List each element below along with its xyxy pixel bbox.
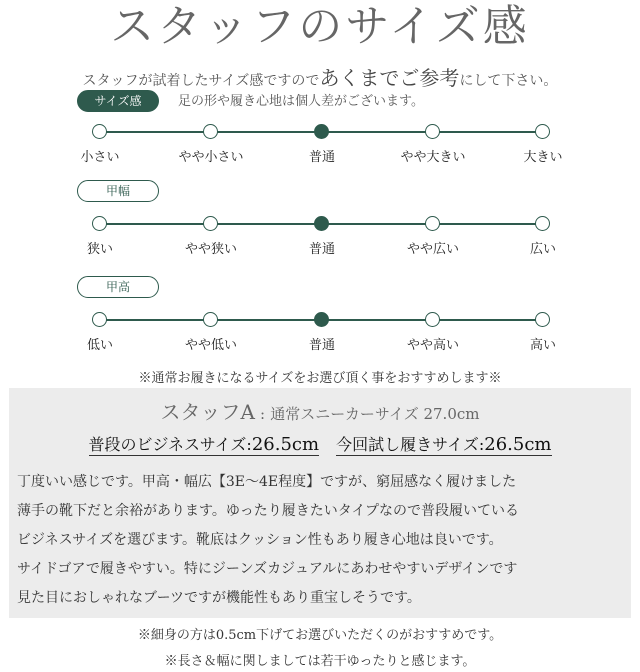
business-size [89,435,320,456]
scale-dot [535,312,550,327]
staff-name: スタッフA [160,400,255,424]
footnote: ※細身の方は0.5cm下げてお選びいただくのがおすすめです。 [137,628,503,643]
comment-line: サイドゴアで履きやすい。特にジーンズカジュアルにあわせやすいデザインです [17,561,518,577]
comment-line: 薄手の靴下だと余裕があります。ゆったり履きたいタイプなので普段履いている [17,503,520,519]
scale-label: 低い [86,338,114,353]
scale-label: 広い [529,242,557,257]
footnote: ※長さ＆幅に関しましては若干ゆったりと感じます。 [164,654,476,669]
trial-size-value: 26.5cm [484,434,552,455]
scale-instep-width [0,216,640,266]
business-size-value: 26.5cm [251,434,320,455]
scale-label: やや高い [406,338,460,353]
scale-label: やや大きい [400,150,466,165]
scale-label: 普通 [308,242,336,257]
scale-dot [425,312,440,327]
staff-header [9,396,631,425]
scale-label: 小さい [80,150,120,165]
scale-dot [92,312,107,327]
scale-dot [425,216,440,231]
staff-comment [17,468,629,613]
trial-size [336,435,551,456]
staff-separator: : [260,405,266,423]
scale-dot [535,124,550,139]
business-size-label: 普段のビジネスサイズ: [88,435,252,454]
scale-dot [92,216,107,231]
scale-label: 大きい [523,150,563,165]
comment-line: ビジネスサイズを選びます。靴底はクッション性もあり履き心地は良いです。 [17,532,503,548]
scale-label: やや小さい [178,150,244,165]
usual-sneaker-size: 通常スニーカーサイズ 27.0cm [270,405,480,423]
scale-label: 狭い [86,242,114,257]
scale-instep-height [0,312,640,362]
intro-after: にして下さい。 [459,73,558,89]
scale-dot-selected [314,312,329,327]
trial-size-label: 今回試し履きサイズ: [336,435,485,454]
scale-dot [535,216,550,231]
recommend-note: ※通常お履きになるサイズをお選び頂く事をおすすめします※ [138,371,502,386]
scale-dot-selected [314,124,329,139]
scale-label: 高い [529,338,557,353]
scale-dot [425,124,440,139]
comment-line: 丁度いい感じです。甲高・幅広【3E～4E程度】ですが、窮屈感なく履けました [17,474,517,490]
intro-before: スタッフが試着したサイズ感ですので [82,73,320,89]
badge-size-feel: サイズ感 [77,90,159,112]
scale-label: 普通 [308,338,336,353]
scale-label: やや狭い [184,242,238,257]
intro-emphasis: あくまでご参考 [319,66,460,90]
scale-label: やや広い [406,242,460,257]
scale-dot [203,216,218,231]
scale-size-feel [0,124,640,174]
scale-dot [203,124,218,139]
scale-label: やや低い [184,338,238,353]
badge-instep-width: 甲幅 [77,180,159,202]
scale-dot [92,124,107,139]
scale-dot-selected [314,216,329,231]
badge-instep-height: 甲高 [77,276,159,298]
size-row [9,432,631,455]
comment-line: 見た目におしゃれなブーツですが機能性もあり重宝しそうです。 [17,590,421,606]
scale-label: 普通 [308,150,336,165]
individual-difference-note: 足の形や履き心地は個人差がございます。 [178,94,424,109]
intro-text [0,62,640,91]
page-title: スタッフのサイズ感 [110,1,530,52]
scale-dot [203,312,218,327]
staff-review-panel [9,388,631,618]
